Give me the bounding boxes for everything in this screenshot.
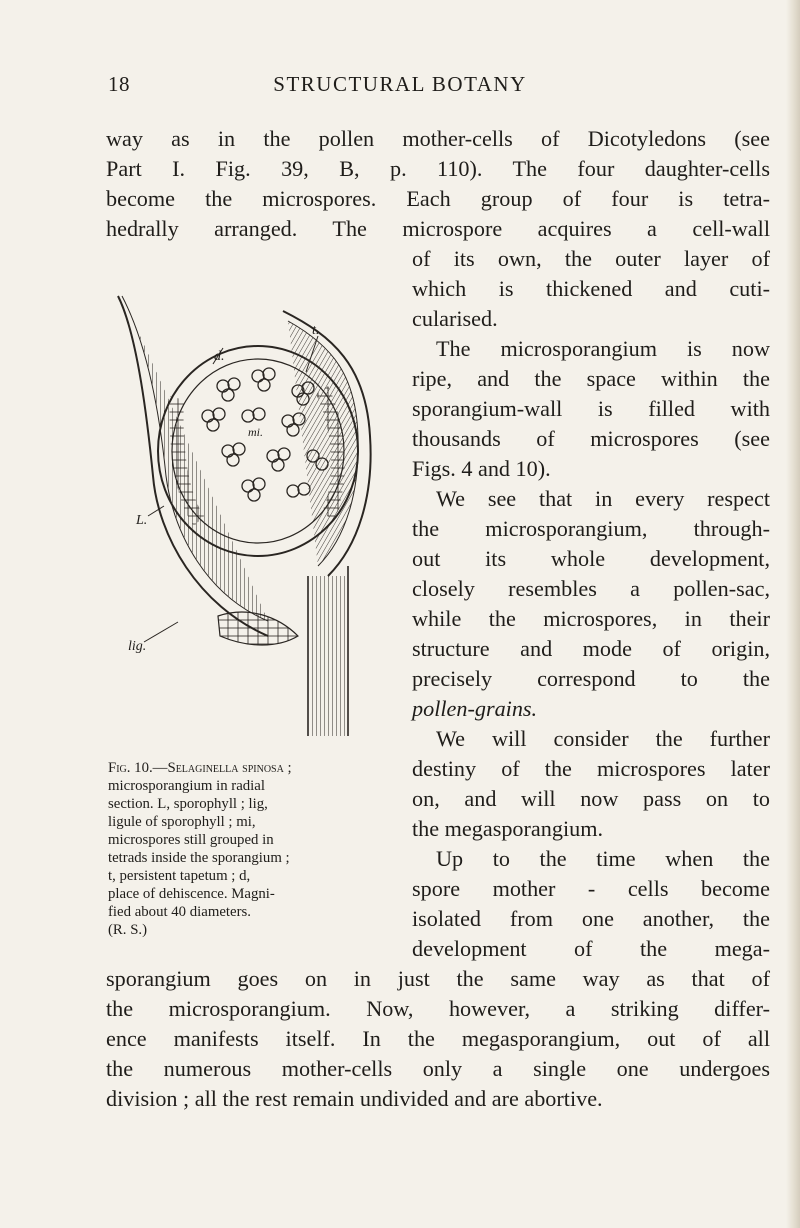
body-line: pollen-grains.: [412, 696, 538, 721]
body-line: the microsporangium. Now, however, a striking differ-: [106, 996, 770, 1021]
body-line: closely resembles a pollen-sac,: [412, 576, 770, 601]
body-line: Figs. 4 and 10).: [412, 456, 551, 481]
body-line: thousands of microspores (see: [412, 426, 770, 451]
body-line: development of the mega-: [412, 936, 770, 961]
body-line: The microsporangium is now: [436, 336, 770, 361]
caption-line: microspores still grouped in: [108, 832, 274, 848]
body-line: sporangium-wall is filled with: [412, 396, 770, 421]
label-lig: lig.: [128, 639, 147, 654]
body-line: We see that in every respect: [436, 486, 770, 511]
body-line: spore mother - cells become: [412, 876, 770, 901]
body-line: Up to the time when the: [436, 846, 770, 871]
body-line: of its own, the outer layer of: [412, 246, 770, 271]
body-line-text: the microsporangium, through-: [412, 516, 770, 541]
body-line: out its whole development,: [412, 546, 770, 571]
body-line: while the microspores, in their: [412, 606, 770, 631]
page-edge-shadow: [786, 0, 800, 1228]
caption-line: t, persistent tapetum ; d,: [108, 868, 251, 884]
body-line: become the microspores. Each group of four is tetra-: [106, 186, 770, 211]
body-line: precisely correspond to the: [412, 666, 770, 691]
caption-line: place of dehiscence. Magni-: [108, 886, 275, 902]
body-line: ence manifests itself. In the megasporangium, out of all: [106, 1026, 770, 1051]
body-line: hedrally arranged. The microspore acquires a cell-wall: [106, 216, 770, 241]
caption-line: ligule of sporophyll ; mi,: [108, 814, 256, 830]
selaginella-diagram: [108, 276, 408, 746]
body-line: isolated from one another, the: [412, 906, 770, 931]
body-line: destiny of the microspores later: [412, 756, 770, 781]
body-line: Part I. Fig. 39, B, p. 110). The four daughter-cells: [106, 156, 770, 181]
body-line: on, and will now pass on to: [412, 786, 770, 811]
label-d: d.: [214, 349, 225, 364]
body-line: [412, 514, 770, 544]
body-line: the megasporangium.: [412, 816, 604, 841]
label-mi: mi.: [248, 425, 263, 439]
caption-line: section. L, sporophyll ; lig,: [108, 796, 268, 812]
body-line: structure and mode of origin,: [412, 636, 770, 661]
caption-title: Fig. 10.—Selaginella spinosa ;: [108, 760, 292, 776]
label-t: t.: [312, 323, 320, 338]
caption-line: tetrads inside the sporangium ;: [108, 850, 290, 866]
body-line: division ; all the rest remain undivided and are abortive.: [106, 1086, 603, 1111]
body-line: We will consider the further: [436, 726, 770, 751]
caption-line: [108, 760, 406, 778]
caption-line: fied about 40 diameters.: [108, 904, 251, 920]
body-line: way as in the pollen mother-cells of Dicotyledons (see: [106, 126, 770, 151]
figure-illustration: [108, 276, 408, 746]
body-line: sporangium goes on in just the same way as that of: [106, 966, 770, 991]
label-L: L.: [136, 513, 148, 528]
body-line: which is thickened and cuti-: [412, 276, 770, 301]
body-line: cularised.: [412, 306, 498, 331]
caption-line: microsporangium in radial: [108, 778, 265, 794]
body-line: the numerous mother-cells only a single one undergoes: [106, 1056, 770, 1081]
body-line: ripe, and the space within the: [412, 366, 770, 391]
page-number: 18: [108, 72, 130, 96]
caption-line: (R. S.): [108, 922, 148, 938]
running-head: STRUCTURAL BOTANY: [273, 72, 527, 96]
